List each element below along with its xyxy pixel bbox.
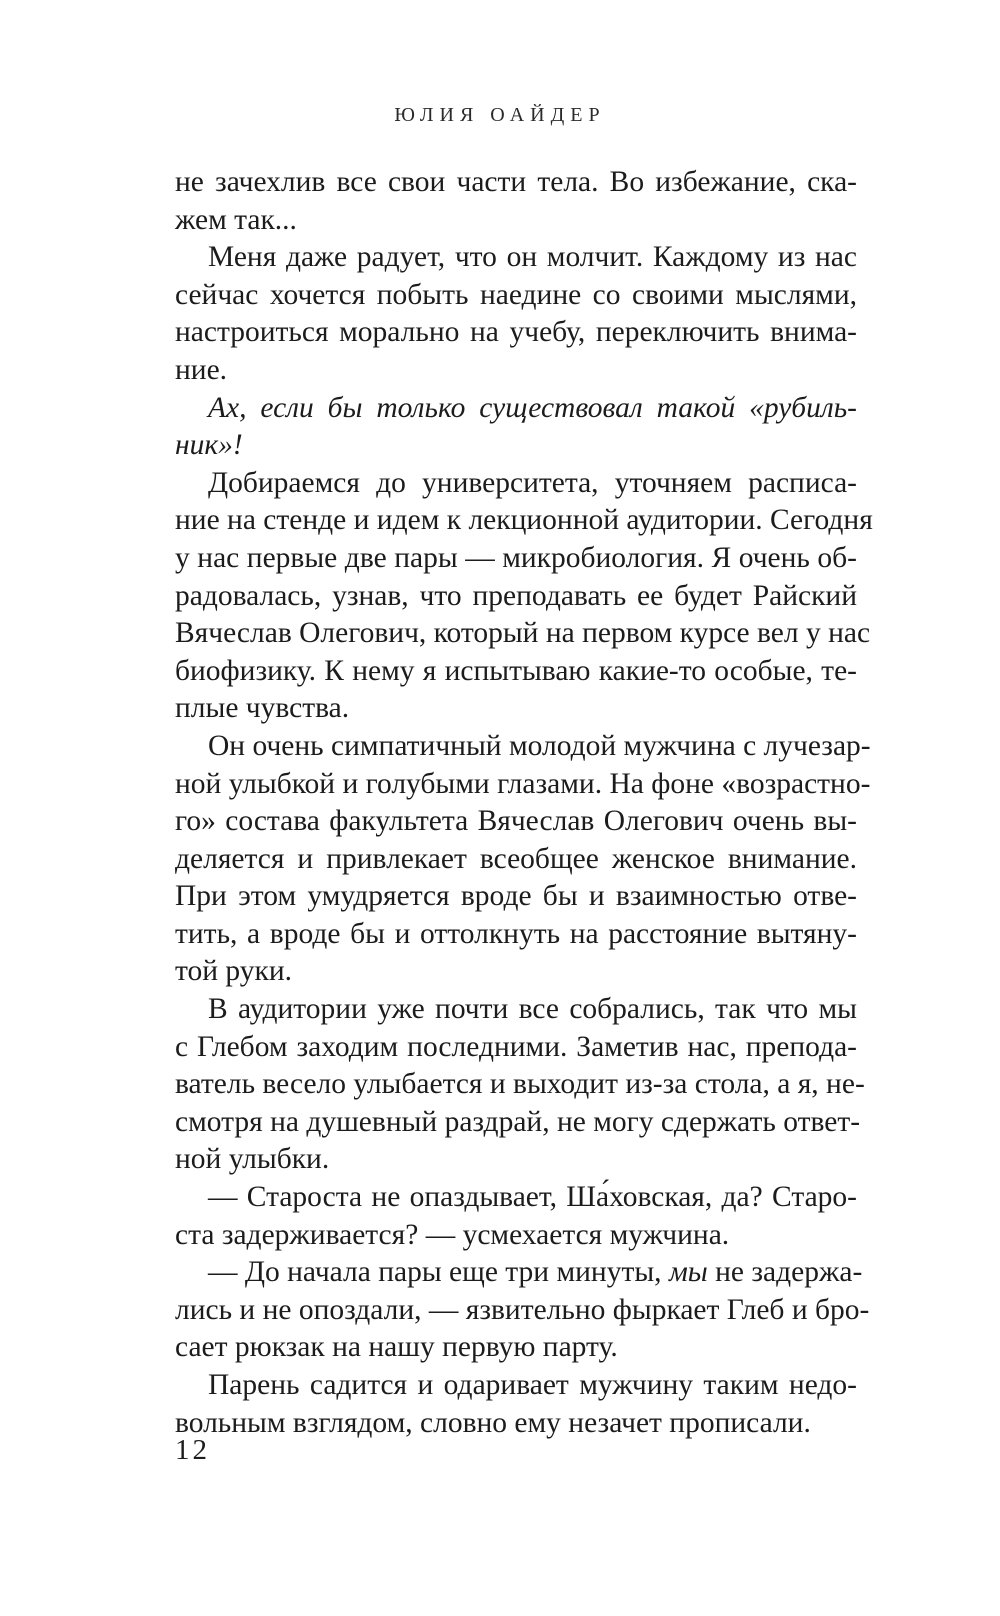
text-line: жем так... — [175, 203, 297, 236]
text-line: ста задерживается? — усмехается мужчина. — [175, 1218, 730, 1251]
text-line: ние. — [175, 353, 228, 386]
text-line: вольным взглядом, словно ему незачет прописали. — [175, 1406, 811, 1439]
text-line: Добираемся до университета, уточняем расписа- — [208, 466, 857, 499]
text-line: — Староста не опаздывает, Ша́ховская, да? Старо- — [208, 1181, 857, 1214]
text-line: с Глебом заходим последними. Заметив нас, препода- — [175, 1030, 857, 1063]
text-line: Он очень симпатичный молодой мужчина с лучезар- — [208, 729, 871, 762]
text-line: — До начала пары еще три минуты, мы не задержа- — [208, 1256, 863, 1289]
text-line: сает рюкзак на нашу первую парту. — [175, 1331, 618, 1364]
text-line: той руки. — [175, 955, 293, 988]
text-line: сейчас хочется побыть наедине со своими мыслями, — [175, 278, 857, 311]
text-line: не зачехлив все свои части тела. Во избежание, ска- — [175, 166, 857, 198]
text-line: Ах, если бы только существовал такой «рубиль- — [208, 391, 857, 424]
text-line: тить, а вроде бы и оттолкнуть на расстояние вытяну- — [175, 917, 857, 950]
text-line: ной улыбки. — [175, 1143, 330, 1176]
text-line: ник»! — [175, 429, 243, 462]
text-line: биофизику. К нему я испытываю какие-то особые, те- — [175, 654, 857, 687]
text-line: ной улыбкой и голубыми глазами. На фоне «возрастно- — [175, 767, 871, 800]
text-line: настроиться морально на учебу, переключить внима- — [175, 316, 857, 349]
text-line: Меня даже радует, что он молчит. Каждому из нас — [208, 241, 857, 274]
text-line: радовалась, узнав, что преподавать ее будет Райский — [175, 579, 857, 612]
text-line: го» состава факультета Вячеслав Олегович очень вы- — [175, 805, 857, 838]
running-head: ЮЛИЯ ОАЙДЕР — [394, 104, 606, 126]
text-line: смотря на душевный раздрай, не могу сдержать ответ- — [175, 1105, 861, 1138]
text-line: Парень садится и одаривает мужчину таким недо- — [208, 1369, 857, 1401]
text-line: деляется и привлекает всеобщее женское внимание. — [175, 842, 857, 875]
text-line: у нас первые две пары — микробиология. Я очень об- — [175, 541, 857, 574]
page-number: 12 — [175, 1434, 210, 1466]
text-line: ние на стенде и идем к лекционной аудитории. Сегодня — [175, 504, 873, 537]
text-line: Вячеслав Олегович, который на первом курсе вел у нас — [175, 617, 871, 650]
body-text — [175, 164, 873, 1442]
text-line: При этом умудряется вроде бы и взаимностью отве- — [175, 880, 857, 913]
text-line: лись и не опоздали, — язвительно фыркает Глеб и бро- — [175, 1293, 870, 1326]
text-line: ватель весело улыбается и выходит из-за стола, а я, не- — [175, 1068, 865, 1101]
text-line: плые чувства. — [175, 692, 350, 725]
text-line: В аудитории уже почти все собрались, так что мы — [208, 993, 857, 1026]
